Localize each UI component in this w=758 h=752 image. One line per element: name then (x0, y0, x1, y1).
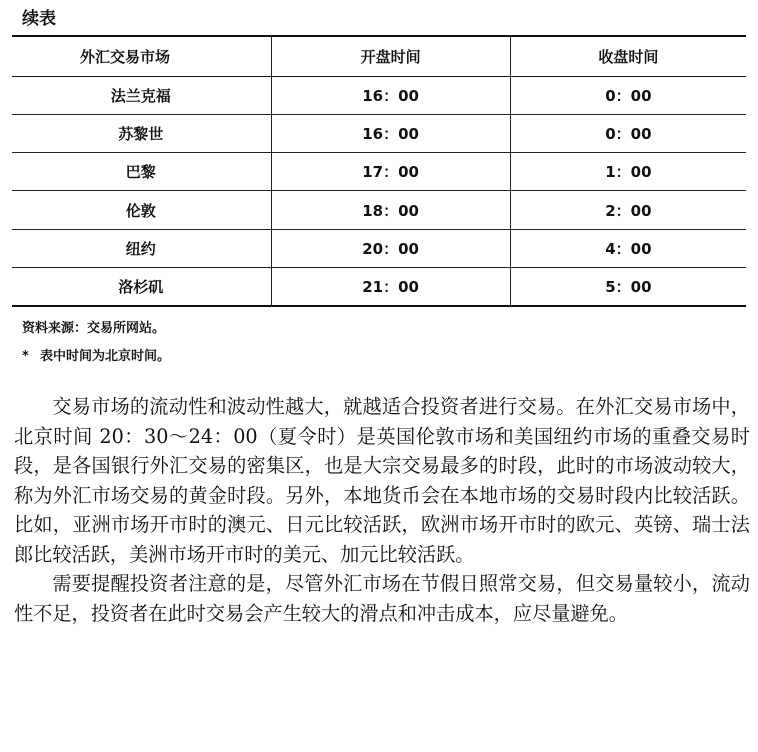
paragraph: 需要提醒投资者注意的是，尽管外汇市场在节假日照常交易，但交易量较小，流动性不足，投资者在此时交易会产生较大的滑点和冲击成本，应尽量避免。 (14, 572, 750, 625)
footnote-text: 表中时间为北京时间。 (40, 349, 171, 364)
table-header-row (12, 36, 746, 76)
paragraph: 交易市场的流动性和波动性越大，就越适合投资者进行交易。在外汇交易市场中，北京时间 20：30～24：00（夏令时）是英国伦敦市场和美国纽约市场的重叠交易时段，是各国银行外汇交易的密集区，也是大宗交易最多的时段，此时的市场波动较大，称为外汇市场交易的黄金时段。另外，本地货币会在本地市场的交易时段内比较活跃。比如，亚洲市场开市时的澳元、日元比较活跃，欧洲市场开市时的欧元、英镑、瑞士法郎比较活跃，美洲市场开市时的美元、加元比较活跃。 (14, 395, 750, 566)
table-row (12, 229, 746, 267)
header-close-time: 收盘时间 (510, 36, 746, 76)
market-cell: 法兰克福 (12, 76, 271, 114)
close-time-cell: 1：00 (510, 153, 746, 191)
body-text (14, 392, 750, 628)
open-time-cell: 20：00 (271, 229, 510, 267)
close-time-cell: 4：00 (510, 229, 746, 267)
table-notes (22, 315, 170, 371)
table-row (12, 76, 746, 114)
market-cell: 苏黎世 (12, 114, 271, 152)
forex-hours-table (12, 35, 746, 307)
open-time-cell: 18：00 (271, 191, 510, 229)
table-row (12, 114, 746, 152)
close-time-cell: 0：00 (510, 114, 746, 152)
table-row (12, 191, 746, 229)
market-cell: 巴黎 (12, 153, 271, 191)
footnote-mark: * (22, 349, 29, 364)
source-note: 资料来源：交易所网站。 (22, 321, 166, 336)
open-time-cell: 16：00 (271, 76, 510, 114)
market-cell: 伦敦 (12, 191, 271, 229)
open-time-cell: 16：00 (271, 114, 510, 152)
market-cell: 纽约 (12, 229, 271, 267)
market-cell: 洛杉矶 (12, 267, 271, 305)
close-time-cell: 0：00 (510, 76, 746, 114)
open-time-cell: 21：00 (271, 267, 510, 305)
table-row (12, 153, 746, 191)
table-continued-label: 续表 (22, 9, 56, 29)
header-market: 外汇交易市场 (12, 36, 271, 76)
close-time-cell: 5：00 (510, 267, 746, 305)
header-open-time: 开盘时间 (271, 36, 510, 76)
close-time-cell: 2：00 (510, 191, 746, 229)
table-row (12, 267, 746, 305)
open-time-cell: 17：00 (271, 153, 510, 191)
footnote (22, 343, 170, 371)
